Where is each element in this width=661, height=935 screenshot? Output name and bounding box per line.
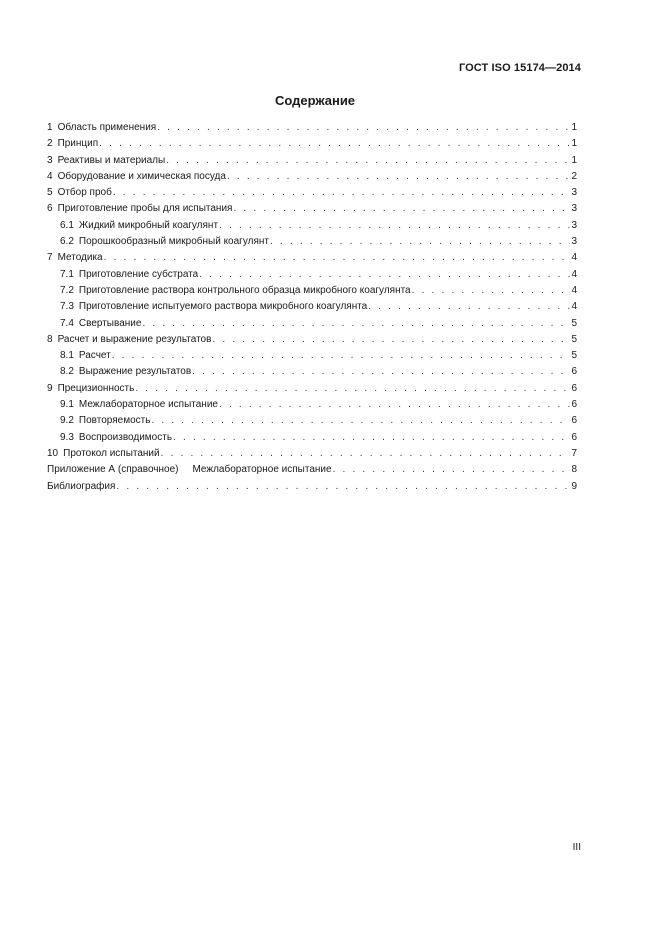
toc-entry[interactable]: [47, 267, 577, 283]
toc-entry-title: Приготовление пробы для испытания: [57, 203, 233, 215]
toc-leader-dots: [227, 169, 571, 185]
toc-entry[interactable]: [47, 332, 577, 348]
toc-entry-number: 7.3: [60, 301, 74, 313]
toc-entry-page: 1: [571, 122, 577, 133]
toc-entry-title: Межлабораторное испытание: [78, 399, 218, 411]
toc-leader-dots: [368, 299, 570, 315]
toc-entry-page: 5: [571, 333, 577, 345]
toc-leader-dots: [161, 446, 571, 462]
toc-entry-page: 4: [571, 301, 577, 313]
toc-entry-page: 6: [571, 399, 577, 411]
toc-entry[interactable]: [47, 136, 577, 152]
toc-entry-title: Область применения: [57, 122, 157, 133]
toc-entry-page: 2: [571, 170, 577, 182]
toc-entry[interactable]: [47, 201, 577, 217]
toc-entry-page: 3: [571, 219, 577, 231]
toc-entry-title: Методика: [57, 252, 103, 264]
toc-entry-page: 5: [571, 317, 577, 329]
toc-entry-page: 5: [571, 350, 577, 362]
toc-entry-number: 3: [47, 154, 53, 166]
toc-entry-page: 6: [571, 431, 577, 443]
toc-entry-prefix: Приложение А (справочное): [47, 464, 179, 476]
toc-entry-number: 1: [47, 122, 53, 133]
toc-entry-page: 3: [571, 203, 577, 215]
toc-entry-number: 7.2: [60, 284, 74, 296]
table-of-contents: [47, 120, 577, 495]
toc-leader-dots: [157, 120, 570, 136]
toc-entry-number: 8.2: [60, 366, 74, 378]
toc-entry-title: Приготовление испытуемого раствора микробного коагулянта: [78, 301, 368, 313]
toc-entry-page: 3: [571, 236, 577, 248]
toc-leader-dots: [233, 201, 570, 217]
toc-entry[interactable]: [47, 348, 577, 364]
toc-entry-title: Расчет и выражение результатов: [57, 333, 212, 345]
toc-entry-number: 10: [47, 447, 59, 459]
toc-entry-number: 4: [47, 170, 53, 182]
toc-leader-dots: [151, 413, 570, 429]
toc-entry-number: 6.2: [60, 236, 74, 248]
toc-entry-page: 4: [571, 284, 577, 296]
toc-leader-dots: [113, 185, 571, 201]
toc-leader-dots: [112, 348, 571, 364]
toc-entry-title: Отбор проб: [57, 187, 112, 199]
toc-entry[interactable]: [47, 397, 577, 413]
toc-entry[interactable]: [47, 234, 577, 250]
toc-entry[interactable]: [47, 299, 577, 315]
toc-entry-number: 8.1: [60, 350, 74, 362]
toc-entry[interactable]: [47, 153, 577, 169]
toc-entry-page: 6: [571, 415, 577, 427]
toc-entry-title: Выражение результатов: [78, 366, 192, 378]
toc-entry-title: Воспроизводимость: [78, 431, 173, 443]
toc-entry-page: 9: [571, 480, 577, 492]
toc-entry-number: 6: [47, 203, 53, 215]
toc-entry[interactable]: [47, 169, 577, 185]
toc-leader-dots: [173, 430, 570, 446]
toc-entry-number: 7.1: [60, 268, 74, 280]
toc-entry-title: Оборудование и химическая посуда: [57, 170, 226, 182]
toc-leader-dots: [219, 218, 570, 234]
toc-entry[interactable]: [47, 364, 577, 380]
toc-entry-page: 6: [571, 366, 577, 378]
toc-leader-dots: [135, 381, 570, 397]
toc-entry[interactable]: [47, 218, 577, 234]
toc-entry[interactable]: [47, 316, 577, 332]
toc-leader-dots: [412, 283, 571, 299]
page-number: III: [572, 842, 581, 853]
toc-entry[interactable]: [47, 283, 577, 299]
toc-leader-dots: [212, 332, 570, 348]
toc-leader-dots: [142, 316, 570, 332]
toc-entry-title: Межлабораторное испытание: [192, 464, 332, 476]
toc-entry-page: 4: [571, 268, 577, 280]
toc-leader-dots: [116, 479, 570, 495]
toc-entry-page: 8: [571, 464, 577, 476]
toc-entry-number: 9.2: [60, 415, 74, 427]
toc-leader-dots: [99, 136, 570, 152]
toc-entry-number: 9.3: [60, 431, 74, 443]
toc-entry-page: 3: [571, 187, 577, 199]
toc-entry-title: Приготовление раствора контрольного образца микробного коагулянта: [78, 284, 411, 296]
toc-entry-title: Жидкий микробный коагулянт: [78, 219, 219, 231]
toc-entry-page: 7: [571, 447, 577, 459]
toc-entry[interactable]: [47, 413, 577, 429]
toc-entry-page: 1: [571, 154, 577, 166]
toc-entry-title: Реактивы и материалы: [57, 154, 166, 166]
toc-entry-number: 7: [47, 252, 53, 264]
toc-entry-title: Принцип: [57, 138, 99, 150]
toc-entry-number: 2: [47, 138, 53, 150]
toc-entry-page: 4: [571, 252, 577, 264]
toc-entry-title: Повторяемость: [78, 415, 151, 427]
toc-entry[interactable]: [47, 185, 577, 201]
toc-leader-dots: [270, 234, 570, 250]
toc-leader-dots: [192, 364, 570, 380]
toc-entry-number: 5: [47, 187, 53, 199]
toc-entry[interactable]: [47, 446, 577, 462]
toc-entry[interactable]: [47, 479, 577, 495]
toc-entry-title: Свертывание: [78, 317, 142, 329]
toc-leader-dots: [104, 250, 571, 266]
toc-entry-number: 6.1: [60, 219, 74, 231]
toc-entry-title: Приготовление субстрата: [78, 268, 199, 280]
toc-entry-page: 6: [571, 382, 577, 394]
toc-entry-title: Порошкообразный микробный коагулянт: [78, 236, 269, 248]
toc-entry-number: 9: [47, 382, 53, 394]
toc-entry[interactable]: [47, 462, 577, 478]
toc-entry-title: Протокол испытаний: [63, 447, 160, 459]
toc-leader-dots: [219, 397, 570, 413]
toc-entry[interactable]: [47, 250, 577, 266]
toc-entry-number: 8: [47, 333, 53, 345]
toc-title: Содержание: [274, 93, 356, 108]
toc-entry-page: 1: [571, 138, 577, 150]
toc-entry-number: 7.4: [60, 317, 74, 329]
toc-entry-title: Прецизионность: [57, 382, 135, 394]
toc-leader-dots: [166, 153, 570, 169]
toc-entry[interactable]: [47, 430, 577, 446]
toc-entry-number: 9.1: [60, 399, 74, 411]
toc-entry-title: Расчет: [78, 350, 111, 362]
toc-leader-dots: [199, 267, 570, 283]
toc-entry[interactable]: [47, 381, 577, 397]
toc-entry-title: Библиография: [47, 480, 116, 492]
toc-entry[interactable]: [47, 120, 577, 136]
toc-leader-dots: [333, 462, 571, 478]
standard-code: ГОСТ ISO 15174—2014: [458, 62, 581, 74]
